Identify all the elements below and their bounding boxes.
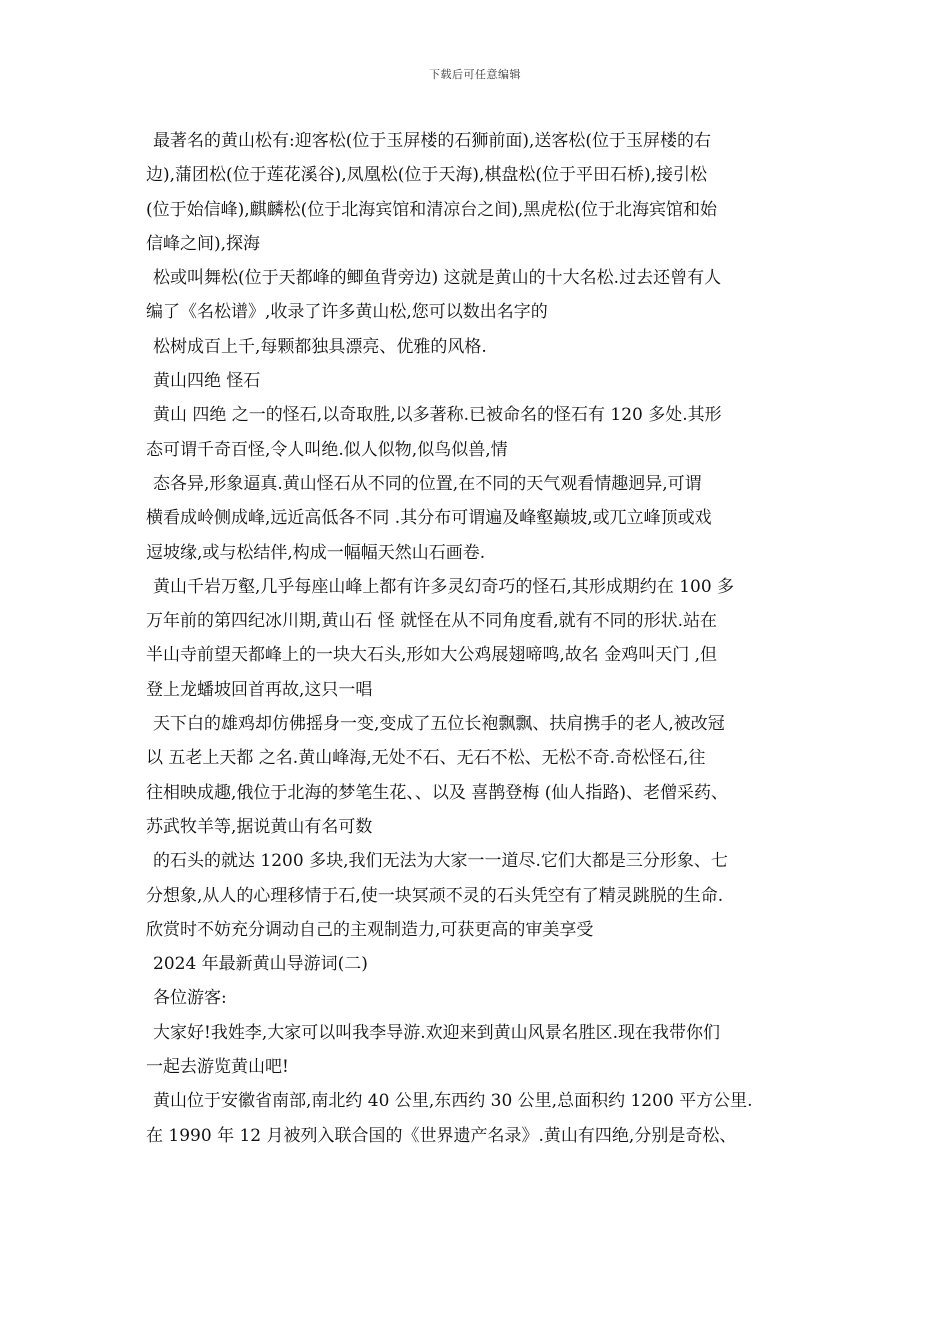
text-line: 半山寺前望天都峰上的一块大石头,形如大公鸡展翅啼鸣,故名 金鸡叫天门 ,但 <box>146 645 718 666</box>
text-line: 登上龙蟠坡回首再故,这只一唱 <box>146 679 373 700</box>
text-line: 横看成岭侧成峰,远近高低各不同 .其分布可谓遍及峰壑巅坡,或兀立峰顶或戏 <box>146 508 712 529</box>
text-line: 黄山位于安徽省南部,南北约 40 公里,东西约 30 公里,总面积约 1200 平方公里. <box>153 1091 753 1112</box>
text-line: 松树成百上千,每颗都独具漂亮、优雅的风格. <box>153 336 487 357</box>
text-line: 往相映成趣,俄位于北海的梦笔生花、、以及 喜鹊登梅 (仙人指路)、老僧采药、 <box>146 782 728 803</box>
text-line: 在 1990 年 12 月被列入联合国的《世界遗产名录》.黄山有四绝,分别是奇松、 <box>146 1125 737 1146</box>
text-line: 欣赏时不妨充分调动自己的主观制造力,可获更高的审美享受 <box>146 919 594 940</box>
text-line: 各位游客: <box>153 988 227 1009</box>
text-line: 大家好!我姓李,大家可以叫我李导游.欢迎来到黄山风景名胜区.现在我带你们 <box>153 1022 721 1043</box>
section-title: 2024 年最新黄山导游词(二) <box>153 954 368 975</box>
section-heading: 黄山四绝 怪石 <box>153 371 261 392</box>
page-header: 下载后可任意编辑 <box>429 68 521 81</box>
text-line: 态各异,形象逼真.黄山怪石从不同的位置,在不同的天气观看情趣迥异,可谓 <box>153 473 702 494</box>
text-line: 以 五老上天都 之名.黄山峰海,无处不石、无石不松、无松不奇.奇松怪石,往 <box>146 748 706 769</box>
text-line: 万年前的第四纪冰川期,黄山石 怪 就怪在从不同角度看,就有不同的形状.站在 <box>146 611 718 632</box>
text-line: 苏武牧羊等,据说黄山有名可数 <box>146 816 373 837</box>
text-line: 态可谓千奇百怪,令人叫绝.似人似物,似鸟似兽,情 <box>146 439 508 460</box>
document-body <box>146 124 816 1153</box>
text-line: 最著名的黄山松有:迎客松(位于玉屏楼的石狮前面),送客松(位于玉屏楼的右 <box>153 131 712 151</box>
text-line: 信峰之间),探海 <box>146 233 261 254</box>
text-line: 天下白的雄鸡却仿佛摇身一变,变成了五位长袍飘飘、扶肩携手的老人,被改冠 <box>153 714 725 735</box>
text-line: 分想象,从人的心理移情于石,使一块冥顽不灵的石头凭空有了精灵跳脱的生命. <box>146 885 724 906</box>
text-line: 松或叫舞松(位于天都峰的鲫鱼背旁边) 这就是黄山的十大名松.过去还曾有人 <box>153 268 722 289</box>
text-line: 编了《名松谱》,收录了许多黄山松,您可以数出名字的 <box>146 302 548 323</box>
text-line: 边),蒲团松(位于莲花溪谷),凤凰松(位于天海),棋盘松(位于平田石桥),接引松 <box>146 165 708 186</box>
text-line: (位于始信峰),麒麟松(位于北海宾馆和清凉台之间),黑虎松(位于北海宾馆和始 <box>146 199 717 220</box>
text-line: 的石头的就达 1200 多块,我们无法为大家一一道尽.它们大都是三分形象、七 <box>153 851 728 872</box>
text-line: 黄山千岩万壑,几乎每座山峰上都有许多灵幻奇巧的怪石,其形成期约在 100 多 <box>153 576 735 597</box>
text-line: 逗坡缘,或与松结伴,构成一幅幅天然山石画卷. <box>146 542 486 563</box>
text-line: 一起去游览黄山吧! <box>146 1057 289 1078</box>
text-line: 黄山 四绝 之一的怪石,以奇取胜,以多著称.已被命名的怪石有 120 多处.其形 <box>153 405 722 426</box>
